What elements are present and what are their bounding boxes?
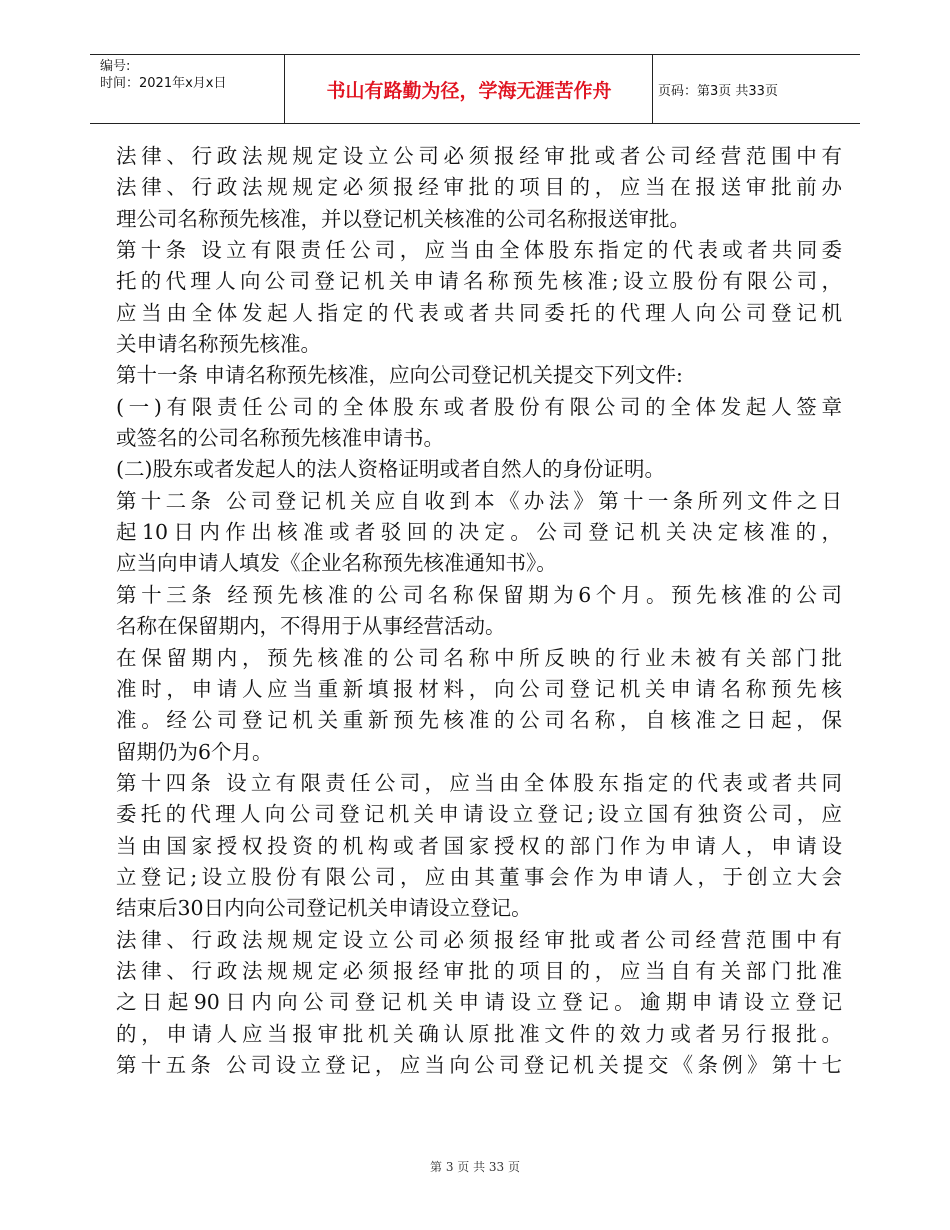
body-text-line: 法律、行政法规规定设立公司必须报经审批或者公司经营范围中有: [116, 927, 842, 952]
document-time-label: 时间：2021年x月x日: [100, 76, 227, 91]
header-page-info: 页码：第3页 共33页: [658, 83, 778, 99]
body-text-line: 法律、行政法规规定必须报经审批的项目的，应当自有关部门批准: [116, 958, 842, 983]
document-number-label: 编号:: [100, 59, 131, 74]
body-text-line: 之日起90日内向公司登记机关申请设立登记。逾期申请设立登记: [116, 990, 842, 1015]
body-text-line: 关申请名称预先核准。: [116, 332, 321, 357]
body-text-line: 留期仍为6个月。: [116, 739, 273, 764]
body-text-line: 当由国家授权投资的机构或者国家授权的部门作为申请人，申请设: [116, 833, 842, 858]
body-text-line: 第十二条 公司登记机关应自收到本《办法》第十一条所列文件之日: [116, 488, 842, 513]
header-divider-left: [284, 55, 285, 123]
body-text-line: 第十五条 公司设立登记，应当向公司登记机关提交《条例》第十七: [116, 1052, 842, 1077]
body-text-line: 第十四条 设立有限责任公司，应当由全体股东指定的代表或者共同: [116, 770, 842, 795]
body-text-line: 或签名的公司名称预先核准申请书。: [116, 426, 444, 451]
document-body: [116, 141, 842, 1081]
body-text-line: 法律、行政法规规定必须报经审批的项目的，应当在报送审批前办: [116, 175, 842, 200]
header-motto: 书山有路勤为径，学海无涯苦作舟: [326, 79, 612, 102]
body-text-line: 委托的代理人向公司登记机关申请设立登记;设立国有独资公司，应: [116, 802, 842, 827]
body-text-line: 起10日内作出核准或者驳回的决定。公司登记机关决定核准的，: [116, 520, 842, 545]
body-text-line: 结束后30日内向公司登记机关申请设立登记。: [116, 896, 532, 921]
page-header: [90, 54, 860, 124]
body-text-line: 准时，申请人应当重新填报材料，向公司登记机关申请名称预先核: [116, 676, 842, 701]
body-text-line: 第十条 设立有限责任公司，应当由全体股东指定的代表或者共同委: [116, 238, 842, 263]
header-divider-right: [652, 55, 653, 123]
body-text-line: 应当向申请人填发《企业名称预先核准通知书》。: [116, 551, 557, 576]
body-text-line: 托的代理人向公司登记机关申请名称预先核准;设立股份有限公司，: [116, 269, 842, 294]
body-text-line: 在保留期内，预先核准的公司名称中所反映的行业未被有关部门批: [116, 645, 842, 670]
header-meta: [100, 58, 280, 92]
page-footer: 第 3 页 共 33 页: [430, 1160, 520, 1174]
body-text-line: 立登记;设立股份有限公司，应由其董事会作为申请人，于创立大会: [116, 864, 842, 889]
body-text-line: 第十三条 经预先核准的公司名称保留期为6个月。预先核准的公司: [116, 582, 842, 607]
body-text-line: 第十一条 申请名称预先核准，应向公司登记机关提交下列文件:: [116, 363, 683, 388]
body-text-line: 理公司名称预先核准，并以登记机关核准的公司名称报送审批。: [116, 206, 690, 231]
body-text-line: 法律、行政法规规定设立公司必须报经审批或者公司经营范围中有: [116, 144, 842, 168]
body-text-line: 准。经公司登记机关重新预先核准的公司名称，自核准之日起，保: [116, 708, 842, 733]
body-text-line: 应当由全体发起人指定的代表或者共同委托的代理人向公司登记机: [116, 300, 842, 325]
body-text-line: 名称在保留期内，不得用于从事经营活动。: [116, 614, 506, 639]
body-text-line: (一)有限责任公司的全体股东或者股份有限公司的全体发起人签章: [116, 394, 842, 419]
body-text-line: (二)股东或者发起人的法人资格证明或者自然人的身份证明。: [116, 457, 665, 482]
body-text-line: 的，申请人应当报审批机关确认原批准文件的效力或者另行报批。: [116, 1021, 842, 1046]
